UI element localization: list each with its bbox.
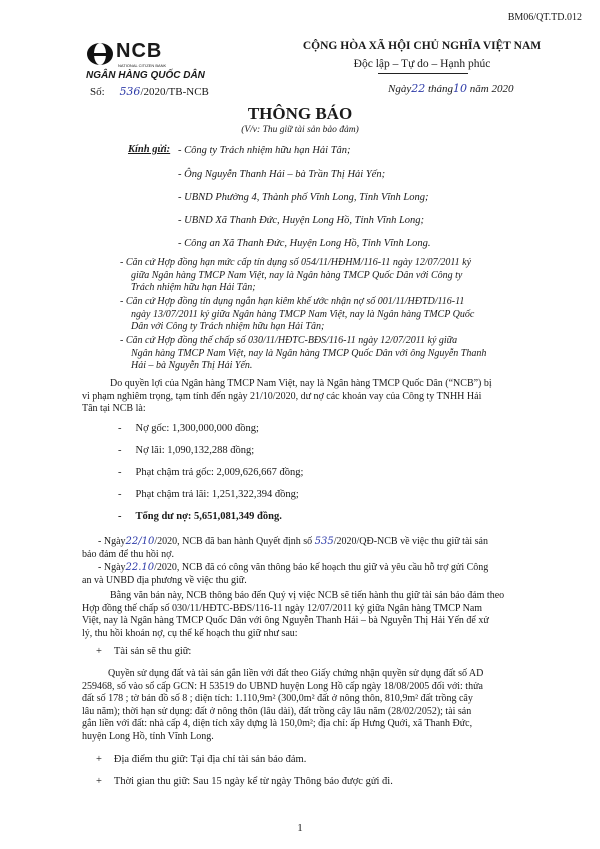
decision-text: /2020, NCB đã ban hành Quyết định số <box>154 536 313 547</box>
legal-basis <box>120 335 486 373</box>
form-code: BM06/QT.TD.012 <box>507 12 582 23</box>
asset-line: 259468, số vào sổ cấp GCN: H 53519 do UBND huyện Long Hồ cấp ngày 18/08/2005 đối với: thửa <box>82 680 483 692</box>
intro-paragraph <box>82 378 492 416</box>
debt-item <box>118 489 299 500</box>
basis-line: Trách nhiệm hữu hạn Hải Tân; <box>131 282 256 294</box>
basis-line: ngày 13/07/2011 ký giữa Ngân hàng TMCP Nam Việt, nay là Ngân hàng TMCP Quốc <box>131 308 475 320</box>
document-number <box>90 85 209 98</box>
plan-line: lý, thu hồi khoản nợ, cụ thể kế hoạch thu giữ như sau: <box>82 627 298 639</box>
debt-text: Phạt chậm trả lãi: 1,251,322,394 đồng; <box>135 489 299 500</box>
date-mid: tháng <box>427 83 454 95</box>
intro-line: Do quyền lợi của Ngân hàng TMCP Nam Việt, nay là Ngân hàng TMCP Quốc Dân (“NCB”) bị <box>110 378 492 389</box>
plan-line: Việt, nay là Ngân hàng TMCP Quốc Dân với ông Nguyễn Thanh Hải – bà Nguyễn Thị Hải Yến để xử <box>82 615 489 627</box>
decision-text: /2020/QĐ-NCB về việc thu giữ tài sản <box>333 536 488 547</box>
page-title: THÔNG BÁO <box>247 104 353 123</box>
basis-line: Dân với Công ty Trách nhiệm hữu hạn Hải Tân; <box>131 321 325 333</box>
debt-item <box>118 467 303 478</box>
bullet: - <box>118 467 122 478</box>
decision-text: Ngày <box>103 562 126 573</box>
handwritten-date: 22/10 <box>125 536 155 547</box>
page-number: 1 <box>297 822 303 834</box>
debt-text: Nợ lãi: 1,090,132,288 đồng; <box>135 445 255 456</box>
asset-line: huyện Long Hồ, tỉnh Vĩnh Long. <box>82 730 214 742</box>
basis-line: Hải – bà Nguyễn Thị Hải Yến. <box>131 360 253 372</box>
timing-item <box>96 776 393 787</box>
document-date <box>388 82 514 95</box>
bank-logo <box>86 40 246 81</box>
debt-text: Nợ gốc: 1,300,000,000 đồng; <box>135 423 259 434</box>
bullet: + <box>96 776 102 787</box>
motto: Độc lập – Tự do – Hạnh phúc <box>353 58 491 70</box>
recipient: - Công ty Trách nhiệm hữu hạn Hải Tân; <box>178 145 351 156</box>
basis-line: giữa Ngân hàng TMCP Nam Việt, nay là Ngân hàng TMCP Quốc Dân với Công ty <box>131 269 463 281</box>
timing-text: Thời gian thu giữ: Sau 15 ngày kể từ ngày Thông báo được gửi đi. <box>113 776 393 787</box>
debt-total <box>118 511 282 522</box>
legal-basis <box>120 257 471 295</box>
bank-name: NGÂN HÀNG QUỐC DÂN <box>86 70 205 81</box>
bullet: - <box>98 536 102 547</box>
legal-basis <box>120 296 474 334</box>
nation-header: CỘNG HÒA XÃ HỘI CHỦ NGHĨA VIỆT NAM <box>302 40 542 52</box>
intro-line: Tân tại NCB là: <box>82 403 146 415</box>
asset-line: gắn liền với đất: nhà cấp 4, diện tích xây dựng là 150,0m²; địa chỉ: ấp Hưng Quới, xã Thanh Đức, <box>82 718 473 730</box>
handwritten-date: 22.10 <box>125 562 155 573</box>
basis-line: Ngân hàng TMCP Nam Việt, nay là Ngân hàng TMCP Quốc Dân với ông Nguyễn Thanh <box>131 347 487 359</box>
asset-description <box>82 668 483 744</box>
asset-line: Quyền sử dụng đất và tài sản gắn liền với đất theo Giấy chứng nhận quyền sử dụng đất số AD <box>108 668 484 679</box>
date-suffix: năm 2020 <box>469 83 514 95</box>
debt-text: Phạt chậm trả gốc: 2,009,626,667 đồng; <box>135 467 304 478</box>
bullet: - <box>118 489 122 500</box>
bullet: - <box>118 445 122 456</box>
decision-text: an và UNBD địa phương về việc thu giữ. <box>82 574 247 586</box>
doc-no-handwritten: 536 <box>119 85 141 98</box>
handwritten-number: 535 <box>314 536 334 547</box>
date-month-handwritten: 10 <box>453 82 468 95</box>
debt-item <box>118 445 254 456</box>
motto-underline <box>378 73 468 74</box>
recipient: - UBND Xã Thanh Đức, Huyện Long Hồ, Tỉnh Vĩnh Long; <box>178 215 425 226</box>
location-text: Địa điểm thu giữ: Tại địa chỉ tài sản bảo đảm. <box>113 754 307 765</box>
bullet: - <box>118 423 122 434</box>
plan-line: Bằng văn bản này, NCB thông báo đến Quý vị việc NCB sẽ tiến hành thu giữ tài sản bảo đảm theo <box>110 590 505 601</box>
date-prefix: Ngày <box>388 83 412 95</box>
decision-text: /2020, NCB đã có công văn thông báo kế hoạch thu giữ và yêu cầu hỗ trợ gửi Công <box>154 562 489 573</box>
intro-line: vi phạm nghiêm trọng, tạm tính đến ngày 21/10/2020, dư nợ các khoản vay của Công ty TNHH Hải <box>82 390 482 402</box>
decision-text: Ngày <box>103 536 126 547</box>
basis-line: - Căn cứ Hợp đồng thế chấp số 030/11/HĐTC-BĐS/116-11 ngày 12/07/2011 ký giữa <box>120 335 458 346</box>
recipient: - Ông Nguyễn Thanh Hải – bà Trần Thị Hải Yến; <box>178 169 386 180</box>
basis-line: - Căn cứ Hợp đồng tín dụng ngắn hạn kiêm khế ước nhận nợ số 001/11/HĐTD/116-11 <box>120 296 465 307</box>
asset-line: lâu năm); thời hạn sử dụng: đất ở nông thôn (lâu dài), đất trồng cây lâu năm (28/02/2052); tài sản <box>82 705 472 717</box>
date-day-handwritten: 22 <box>411 82 426 95</box>
bullet: - <box>118 511 122 522</box>
asset-label <box>96 646 191 657</box>
bullet: + <box>96 646 102 657</box>
doc-no-prefix: Số: <box>90 86 105 98</box>
basis-line: - Căn cứ Hợp đồng hạn mức cấp tín dụng số 054/11/HĐHM/116-11 ngày 12/07/2011 ký <box>120 257 472 268</box>
decision-text: bảo đảm để thu hồi nợ. <box>82 548 174 560</box>
asset-label-text: Tài sản sẽ thu giữ: <box>113 646 192 657</box>
bullet: - <box>98 562 102 573</box>
plan-paragraph <box>82 590 504 640</box>
logo-text: NCB <box>116 40 163 62</box>
debt-item <box>118 423 259 434</box>
asset-line: đất số 178 ; tờ bản đồ số 8 ; diện tích: 1.110,9m² (300,0m² đất ở nông thôn, 810,9m² đất trồng cây <box>82 693 473 705</box>
decision-paragraph <box>82 562 488 587</box>
ncb-emblem-icon <box>86 41 116 67</box>
doc-no-suffix: /2020/TB-NCB <box>140 86 209 98</box>
logo-subtext: NATIONAL CITIZEN BANK <box>118 63 167 68</box>
decision-paragraph <box>82 536 488 561</box>
recipient: - Công an Xã Thanh Đức, Huyện Long Hồ, Tỉnh Vĩnh Long. <box>178 238 431 249</box>
kinh-gui-label: Kính gửi: <box>128 144 171 155</box>
recipient: - UBND Phường 4, Thành phố Vĩnh Long, Tỉnh Vĩnh Long; <box>178 192 429 203</box>
page-subtitle: (V/v: Thu giữ tài sản bảo đảm) <box>241 125 359 135</box>
location-item <box>96 754 306 765</box>
bullet: + <box>96 754 102 765</box>
debt-total-text: Tổng dư nợ: 5,651,081,349 đồng. <box>135 511 282 522</box>
plan-line: Hợp đồng thế chấp số 030/11/HĐTC-BĐS/116-11 ngày 12/07/2011 ký giữa Ngân hàng TMCP Nam <box>82 602 483 614</box>
